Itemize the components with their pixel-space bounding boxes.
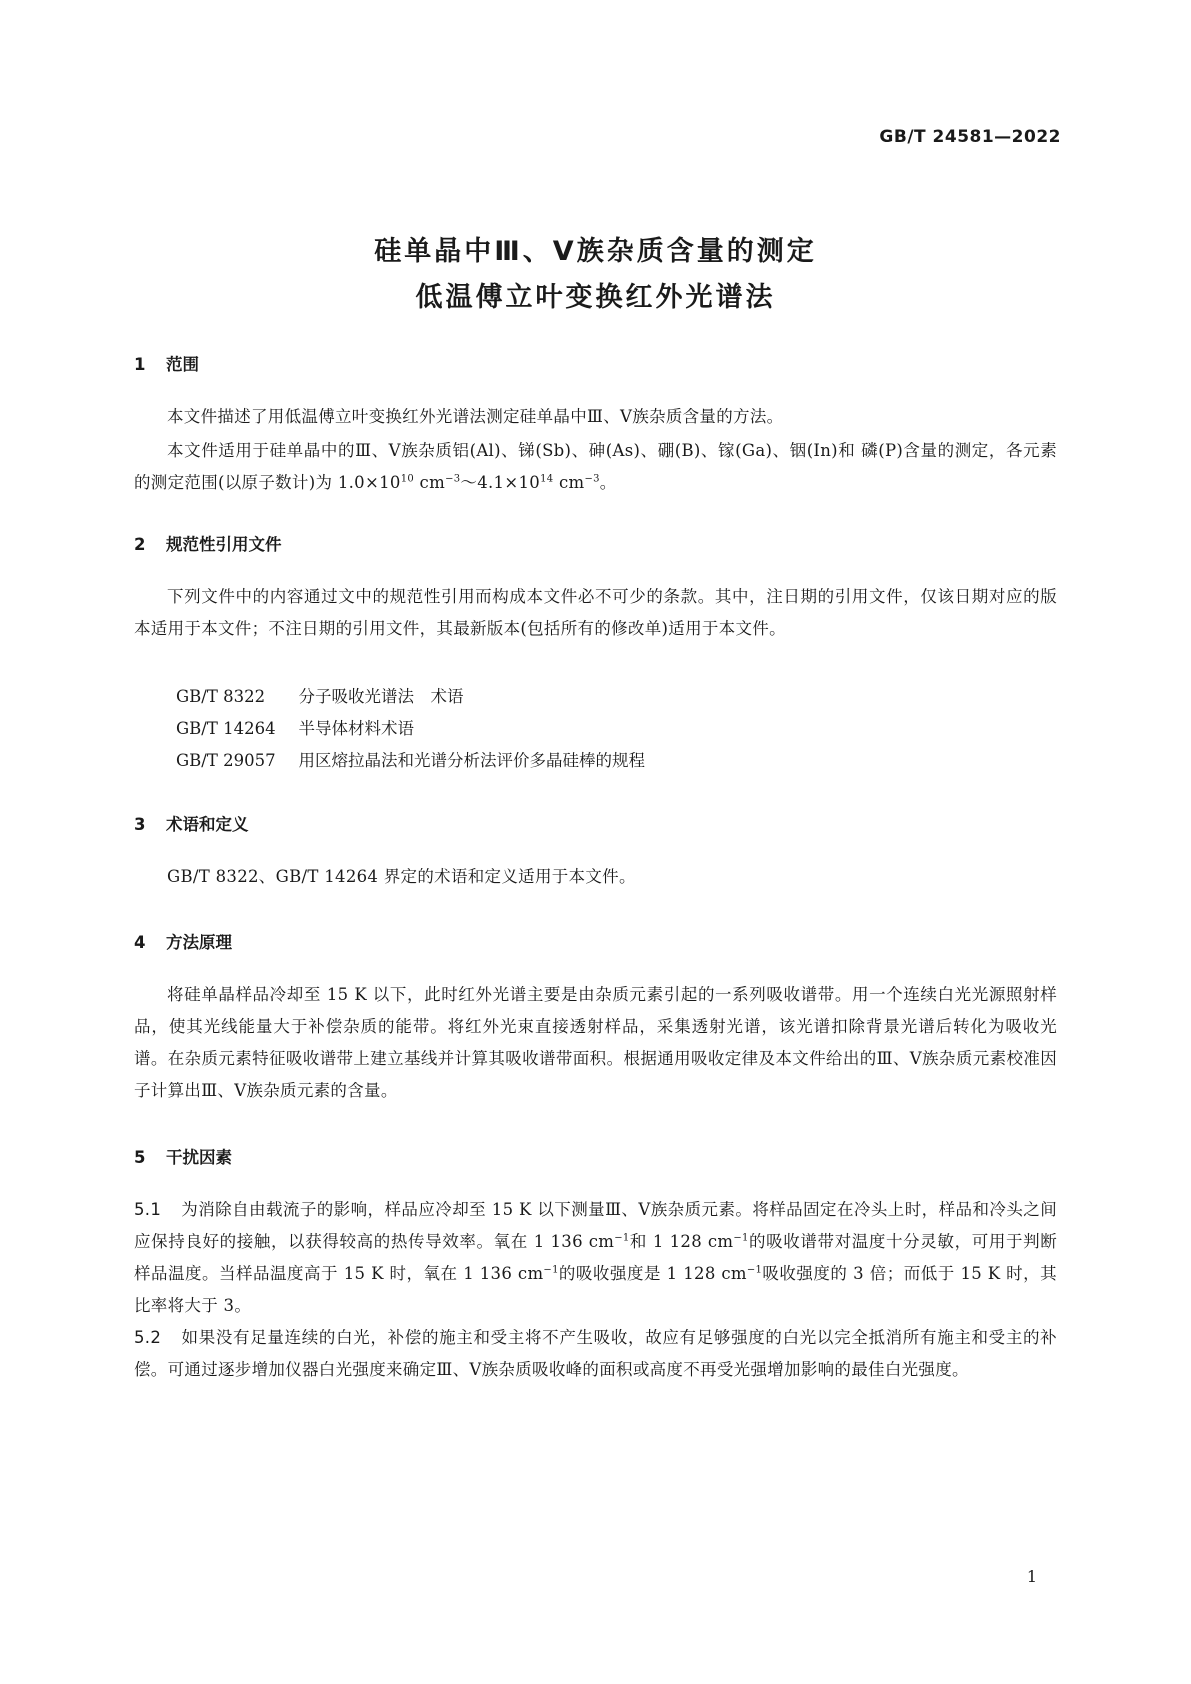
clause-text: 为消除自由载流子的影响，样品应冷却至 15 K 以下测量Ⅲ、Ⅴ族杂质元素。将样品固定在冷头上时，样品和冷头之间应保持良好的接触，以获得较高的热传导效率。氧在 1 136 cm [134,1200,1057,1251]
reference-title: 分子吸收光谱法 术语 [298,687,464,706]
clause-5-2 [134,1322,1057,1386]
exponent: 14 [540,473,554,485]
page-number: 1 [1026,1567,1037,1586]
clause-text: 和 1 128 cm [629,1232,734,1251]
section-1-heading [134,351,199,375]
clause-number: 5.1 [134,1200,162,1219]
scope-paragraph-2 [134,435,1057,499]
section-title: 术语和定义 [166,815,249,834]
document-title-line1: 硅单晶中Ⅲ、Ⅴ族杂质含量的测定 [374,236,817,267]
reference-code: GB/T 8322 [176,687,266,706]
terms-definitions-paragraph: GB/T 8322、GB/T 14264 界定的术语和定义适用于本文件。 [167,867,636,886]
section-3-heading [134,811,249,835]
section-number: 5 [134,1148,146,1167]
section-title: 干扰因素 [166,1148,232,1167]
exponent: −1 [733,1232,749,1244]
section-number: 1 [134,355,146,374]
reference-code: GB/T 29057 [176,751,276,770]
section-number: 4 [134,933,146,952]
exponent: 10 [400,473,415,485]
unit-text: cm [414,473,446,492]
section-5-heading [134,1144,232,1168]
exponent: −3 [584,473,600,485]
reference-item [176,713,414,745]
unit-text: cm [553,473,585,492]
document-title-line2: 低温傅立叶变换红外光谱法 [415,282,776,313]
section-title: 规范性引用文件 [166,535,282,554]
reference-item [176,681,464,713]
scope-text-e: 。 [599,473,617,492]
clause-text: 的吸收谱带对温度十分灵敏，可用于判断样品温度。当样品温度高于 15 K 时，氧在 1 136 cm [134,1232,1058,1283]
scope-paragraph-1: 本文件描述了用低温傅立叶变换红外光谱法测定硅单晶中Ⅲ、Ⅴ族杂质含量的方法。 [167,407,784,426]
reference-title: 用区熔拉晶法和光谱分析法评价多晶硅棒的规程 [298,751,645,770]
normative-references-paragraph: 下列文件中的内容通过文中的规范性引用而构成本文件必不可少的条款。其中，注日期的引用文件，仅该日期对应的版本适用于本文件；不注日期的引用文件，其最新版本(包括所有的修改单)适用于本文件。 [134,587,1057,638]
method-principle-paragraph: 将硅单晶样品冷却至 15 K 以下，此时红外光谱主要是由杂质元素引起的一系列吸收谱带。用一个连续白光光源照射样品，使其光线能量大于补偿杂质的能带。将红外光束直接透射样品，采集透射光谱，该光谱扣除背景光谱后转化为吸收光谱。在杂质元素特征吸收谱带上建立基线并计算其吸收谱带面积。根据通用吸收定律及本文件给出的Ⅲ、Ⅴ族杂质元素校准因子计算出Ⅲ、Ⅴ族杂质元素的含量。 [134,985,1057,1100]
clause-text: 吸收强度的 3 倍；而低于 15 K 时，其比率将大于 3。 [134,1264,1057,1315]
clause-text: 的吸收强度是 1 128 cm [558,1264,747,1283]
clause-text: 如果没有足量连续的白光，补偿的施主和受主将不产生吸收，故应有足够强度的白光以完全抵消所有施主和受主的补偿。可通过逐步增加仪器白光强度来确定Ⅲ、Ⅴ族杂质吸收峰的面积或高度不再受光强增加影响的最佳白光强度。 [134,1328,1057,1379]
section-2-heading [134,531,282,555]
section-4-heading [134,929,232,953]
exponent: −1 [614,1232,630,1244]
scope-text-a: 本文件适用于硅单晶中的Ⅲ、Ⅴ族杂质铝(Al)、锑(Sb)、砷(As)、硼(B)、镓(Ga)、铟(In)和 磷(P)含量的测定，各元素的测定范围(以原子数计)为 1.0×10 [134,441,1057,492]
exponent: −3 [445,473,461,485]
section-title: 范围 [166,355,199,374]
clause-5-1 [134,1194,1057,1322]
clause-number: 5.2 [134,1328,162,1347]
section-title: 方法原理 [166,933,232,952]
exponent: −1 [746,1264,763,1276]
reference-code: GB/T 14264 [176,719,276,738]
exponent: −1 [543,1264,559,1276]
scope-text-c: ～4.1×10 [460,473,541,492]
section-number: 2 [134,535,146,554]
reference-item [176,745,645,777]
reference-title: 半导体材料术语 [298,719,414,738]
section-number: 3 [134,815,146,834]
document-code: GB/T 24581—2022 [879,127,1061,147]
